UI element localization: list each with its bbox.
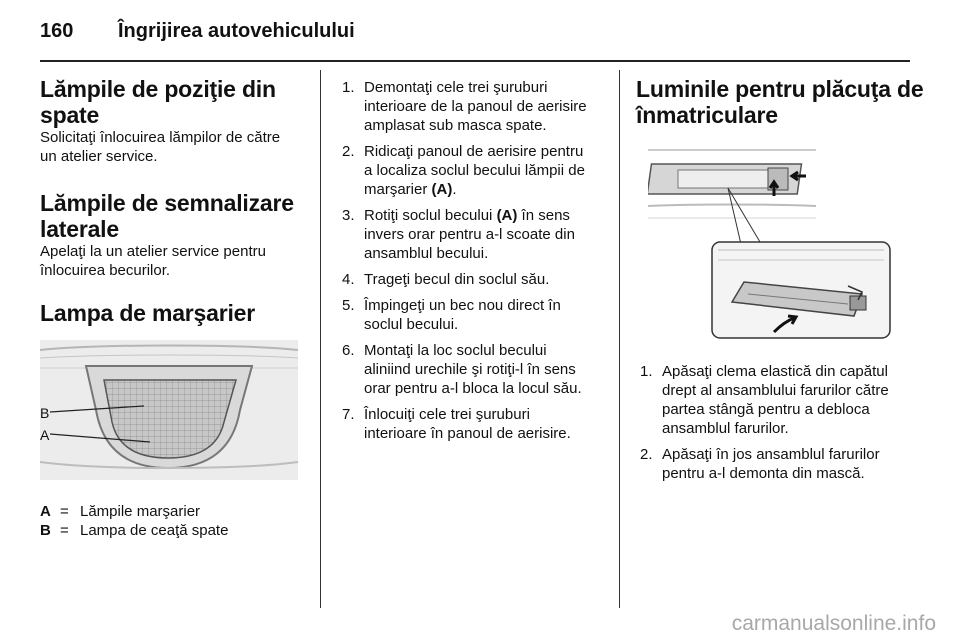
page-header (40, 20, 355, 43)
step-item: 2. Apăsaţi în jos ansamblul farurilor pentru a-l demonta din mască. (640, 446, 880, 482)
section-text-rear-position-lamps: Solicitaţi înlocuirea lămpilor de către un atelier service. (40, 129, 281, 165)
step-item: 4. Trageţi becul din soclul său. (342, 271, 550, 288)
figure-label-b: B (40, 405, 50, 421)
left-column-s2 (40, 190, 302, 280)
section-title-rear-position-lamps: Lămpile de poziţie din spate (40, 76, 276, 128)
left-column (40, 76, 302, 166)
reverse-lamp-figure (40, 340, 298, 480)
legend-row-a: A = Lămpile marşarier (40, 503, 201, 520)
figure-legend (40, 502, 228, 540)
page-title: Îngrijirea autovehiculului (118, 20, 355, 42)
section-title-reverse-lamp: Lampa de marşarier (40, 300, 256, 326)
section-title-license-plate-lights: Luminile pentru plăcuţa de înmatriculare (636, 76, 924, 128)
step-item: 2. Ridicaţi panoul de aerisire pentru a localiza soclul becului lămpii de marşarier (A). (342, 143, 585, 198)
reverse-lamp-steps (342, 78, 610, 443)
license-plate-steps (640, 362, 922, 483)
legend-row-b: B = Lampa de ceaţă spate (40, 522, 229, 539)
section-text-side-indicators: Apelaţi la un atelier service pentru înlocuirea becurilor. (40, 243, 266, 279)
page-number: 160 (40, 20, 74, 42)
right-column-steps (640, 362, 922, 490)
step-item: 3. Rotiţi soclul becului (A) în sens invers orar pentru a-l scoate din ansamblul becului. (342, 207, 575, 262)
column-divider-left (320, 70, 321, 608)
middle-column (342, 78, 610, 450)
section-title-side-indicators: Lămpile de semnalizare laterale (40, 190, 294, 242)
step-item: 7. Înlocuiţi cele trei şuruburi interioare în panoul de aerisire. (342, 406, 571, 442)
step-item: 5. Împingeţi un bec nou direct în soclul becului. (342, 297, 561, 333)
step-item: 1. Apăsaţi clema elastică din capătul drept al ansamblului farurilor către partea stângă pentru a debloca ansamblul farurilor. (640, 363, 889, 437)
step-item: 6. Montaţi la loc soclul becului aliniind urechile şi rotiţi-l în sens orar pentru a-l bloca la locul său. (342, 342, 582, 397)
watermark: carmanualsonline.info (731, 612, 936, 635)
column-divider-right (619, 70, 620, 608)
figure-label-a: A (40, 427, 50, 443)
license-plate-figure (648, 146, 896, 342)
step-item: 1. Demontaţi cele trei şuruburi interioare de la panoul de aerisire amplasat sub masca spate. (342, 79, 587, 134)
header-rule (40, 60, 910, 62)
